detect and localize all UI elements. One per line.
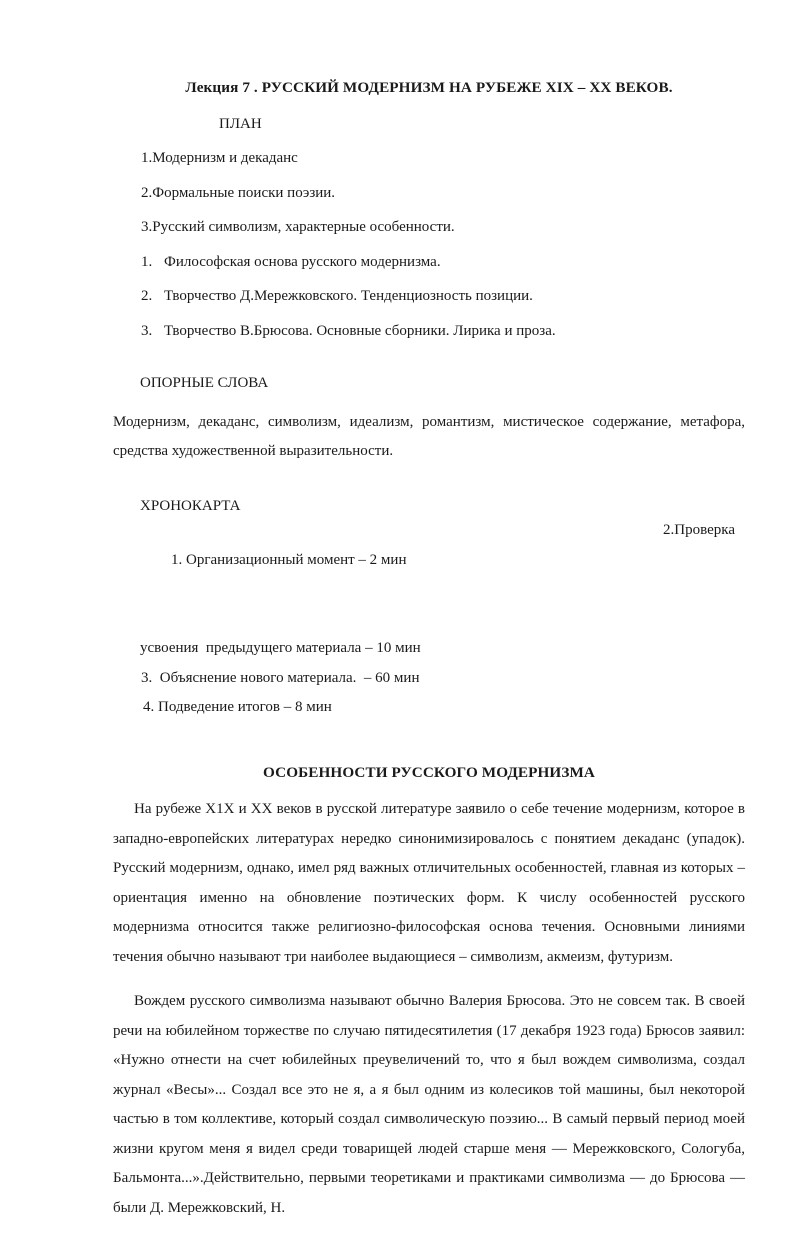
chronocard-row-left: 1. Организационный момент – 2 мин xyxy=(171,551,407,568)
list-item: 1.Модернизм и декаданс xyxy=(141,150,298,167)
plan-heading: ПЛАН xyxy=(219,115,262,132)
list-item-number: 3. xyxy=(141,322,153,339)
list-item-label: Творчество В.Брюсова. Основные сборники. Лирика и проза. xyxy=(164,322,556,339)
list-item-number: 1. xyxy=(141,253,153,270)
keywords-text: Модернизм, декаданс, символизм, идеализм, романтизм, мистическое содержание, метафора, средства художественной выразительности. xyxy=(113,413,745,460)
page-title: Лекция 7 . РУССКИЙ МОДЕРНИЗМ НА РУБЕЖЕ XIX – XX ВЕКОВ. xyxy=(185,79,673,96)
chronocard-heading: ХРОНОКАРТА xyxy=(140,497,241,514)
list-item-number: 2. xyxy=(141,288,153,305)
plan-numbered-list xyxy=(113,253,745,342)
list-item: 2.Формальные поиски поэзии. xyxy=(141,184,336,201)
list-item xyxy=(113,253,745,273)
chronocard-row: усвоения предыдущего материала – 10 мин xyxy=(140,640,421,657)
list-item-label: Творчество Д.Мережковского. Тенденциозность позиции. xyxy=(164,288,533,305)
keywords-heading: ОПОРНЫЕ СЛОВА xyxy=(140,375,269,392)
body-paragraph: На рубеже X1X и XX веков в русской литературе заявило о себе течение модернизм, которое в западно-европейских литературах нередко синонимизировалось с понятием декаданс (упадок). Русский модернизм, однако, имел ряд важных отличительных особенностей, главная из которых – ориентация именно на обновление поэтических форм. К числу особенностей русского модернизма относится также религиозно-философская основа течения. Основными линиями течения обычно называют три наиболее выдающиеся – символизм, акмеизм, футуризм. xyxy=(113,801,745,965)
body-paragraph: Вождем русского символизма называют обычно Валерия Брюсова. Это не совсем так. В своей речи на юбилейном торжестве по случаю пятидесятилетия (17 декабря 1923 года) Брюсов заявил: «Нужно отнести на счет юбилейных преувеличений то, что я был вождем символизма, создал журнал «Весы»... Создал все это не я, а я был одним из колесиков той машины, был некоторой частью в том коллективе, который создал символическую поэзию... В самый первый период моей жизни кругом меня я видел среди товарищей людей старше меня — Мережковского, Сологуба, Бальмонта...».Действительно, первыми теоретиками и практиками символизма — до Брюсова — были Д. Мережковский, Н. xyxy=(113,993,745,1216)
document-content xyxy=(113,0,745,1238)
list-item xyxy=(113,287,745,307)
chronocard-row-right: 2.Проверка xyxy=(663,522,735,539)
main-section-heading: ОСОБЕННОСТИ РУССКОГО МОДЕРНИЗМА xyxy=(263,763,595,781)
chronocard-row: 3. Объяснение нового материала. – 60 мин xyxy=(141,669,420,686)
chronocard-list xyxy=(113,516,745,723)
chronocard-row: 4. Подведение итогов – 8 мин xyxy=(143,699,332,716)
list-item: 3.Русский символизм, характерные особенности. xyxy=(141,219,455,236)
plan-simple-list xyxy=(113,149,745,238)
chronocard-row xyxy=(113,516,745,634)
list-item-label: Философская основа русского модернизма. xyxy=(164,253,441,270)
list-item xyxy=(113,322,745,342)
